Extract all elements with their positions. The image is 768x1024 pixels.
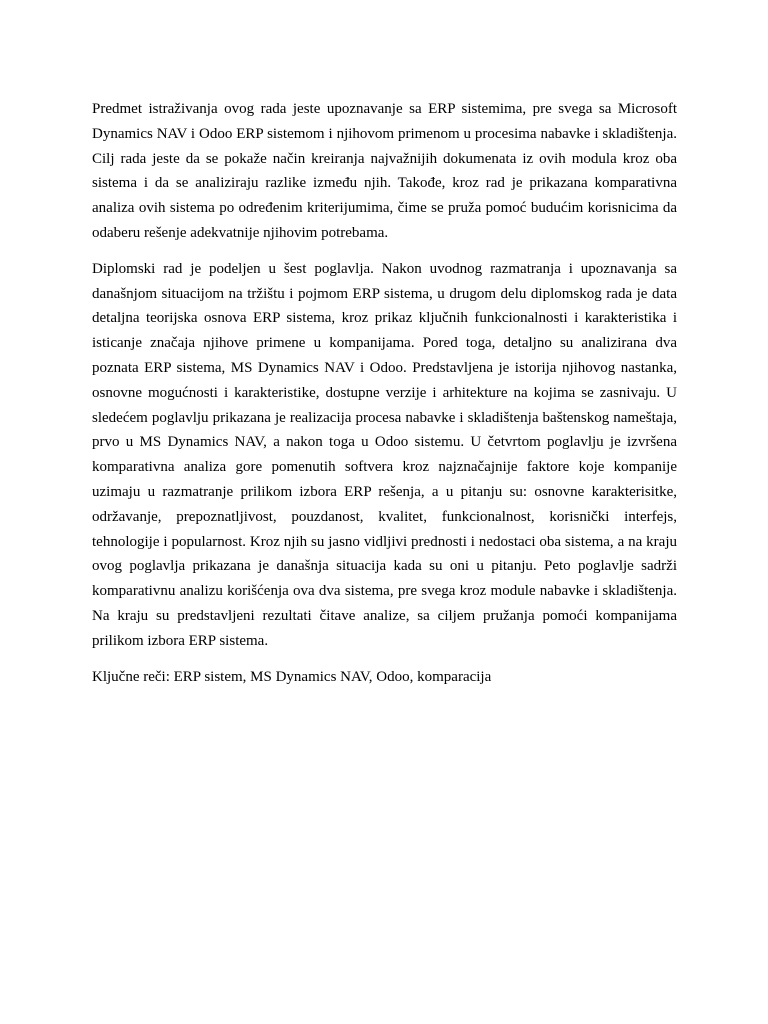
- keywords-line: Ključne reči: ERP sistem, MS Dynamics NAV, Odoo, komparacija: [92, 668, 492, 685]
- document-body: [92, 97, 677, 700]
- abstract-paragraph-structure: Diplomski rad je podeljen u šest poglavlja. Nakon uvodnog razmatranja i upoznavanja sa današnjom situacijom na tržištu i pojmom ERP sistema, u drugom delu diplomskog rada je data detaljna teorijska osnova ERP sistema, kroz prikaz ključnih funkcionalnosti i karakteristika i isticanje značaja njihove primene u kompanijama. Pored toga, detaljno su analizirana dva poznata ERP sistema, MS Dynamics NAV i Odoo. Predstavljena je istorija njihovog nastanka, osnovne mogućnosti i karakteristike, dostupne verzije i arhitekture na kojima se zasnivaju. U sledećem poglavlju prikazana je realizacija procesa nabavke i skladištenja baštenskog nameštaja, prvo u MS Dynamics NAV, a nakon toga u Odoo sistemu. U četvrtom poglavlju je izvršena komparativna analiza gore pomenutih softvera kroz najznačajnije faktore koje kompanije uzimaju u razmatranje prilikom izbora ERP rešenja, a u pitanju su: osnovne karakterisitke, održavanje, prepoznatljivost, pouzdanost, kvalitet, funkcionalnost, korisnički interfejs, tehnologije i popularnost. Kroz njih su jasno vidljivi prednosti i nedostaci oba sistema, a na kraju ovog poglavlja prikazana je današnja situacija kada su oni u pitanju. Peto poglavlje sadrži komparativnu analizu korišćenja ova dva sistema, pre svega kroz module nabavke i skladištenja. Na kraju su predstavljeni rezultati čitave analize, sa ciljem pružanja pomoći kompanijama prilikom izbora ERP sistema.: [92, 260, 677, 649]
- abstract-paragraph-purpose: Predmet istraživanja ovog rada jeste upoznavanje sa ERP sistemima, pre svega sa Microsoft Dynamics NAV i Odoo ERP sistemom i njihovom primenom u procesima nabavke i skladištenja. Cilj rada jeste da se pokaže način kreiranja najvažnijih dokumenata iz ovih modula kroz oba sistema i da se analiziraju razlike između njih. Takođe, kroz rad je prikazana komparativna analiza ovih sistema po određenim kriterijumima, čime se pruža pomoć budućim korisnicima da odaberu rešenje adekvatnije njihovim potrebama.: [92, 101, 677, 241]
